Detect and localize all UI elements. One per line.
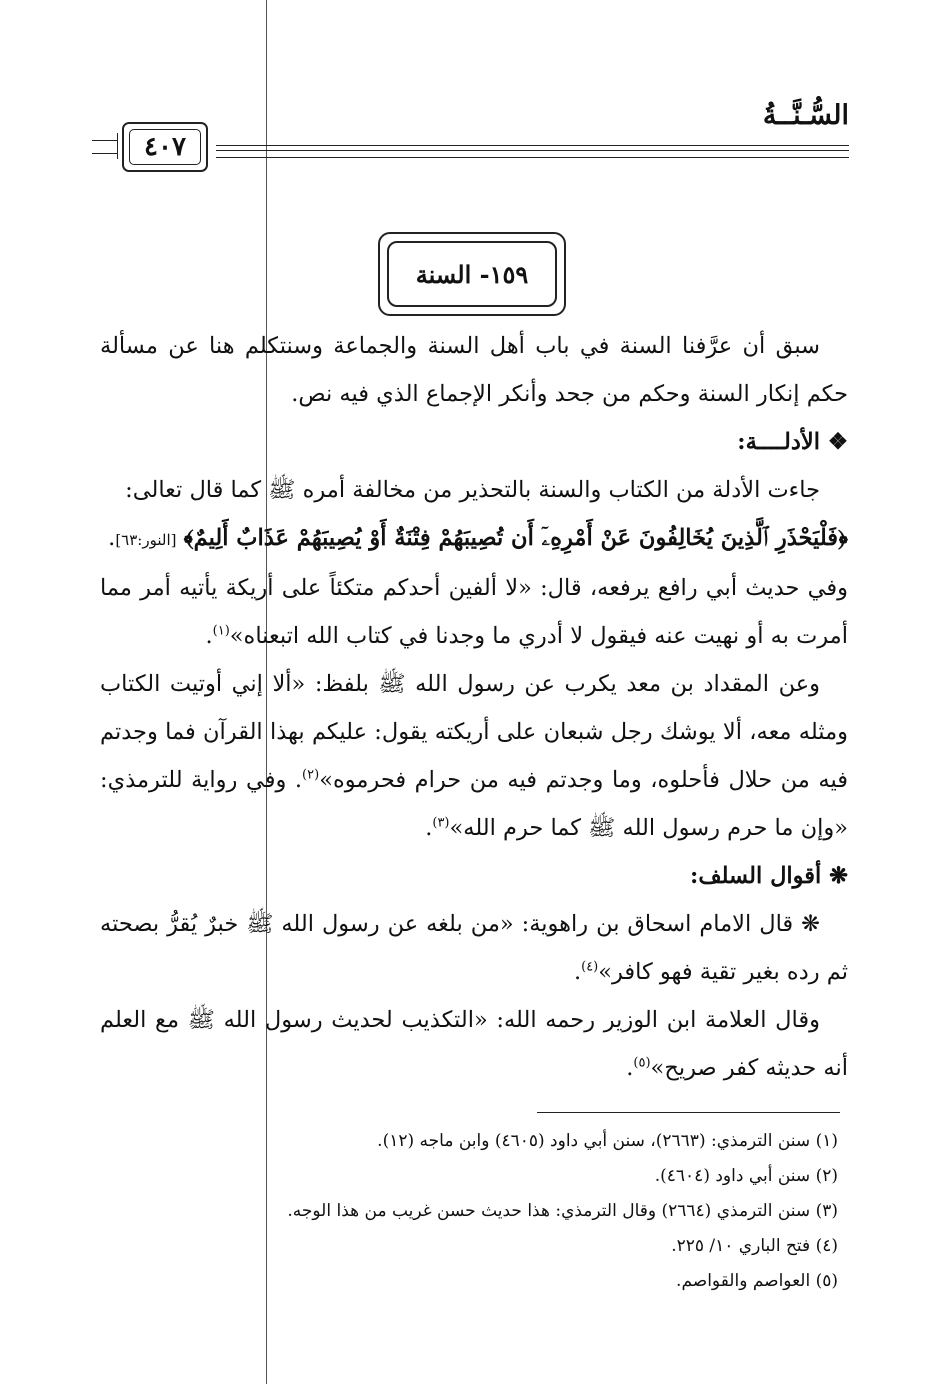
footnote-3: (٣) سنن الترمذي (٢٦٦٤) وقال الترمذي: هذا حديث حسن غريب من هذا الوجه. [287, 1201, 838, 1221]
verse-reference: [النور:٦٣] [115, 531, 177, 549]
page-number-frame [122, 122, 208, 172]
hadith-text: وفي حديث أبي رافع يرفعه، قال: «لا ألفين أحدكم متكئاً على أريكة يأتيه أمر مما أمرت به أو نهيت عنه فيقول لا أدري ما وجدنا في كتاب الله اتبعناه» [100, 575, 848, 649]
footnotes [100, 1124, 838, 1299]
page-number: ٤٠٧ [129, 129, 201, 165]
footnote-separator [537, 1112, 840, 1113]
quote-text: ❋ قال الامام اسحاق بن راهوية: «من بلغه عن رسول الله ﷺ خبرٌ يُقرُّ بصحته ثم رده بغير تقية فهو كافر» [100, 911, 848, 985]
quote-ishaq: ❋ قال الامام اسحاق بن راهوية: «من بلغه عن رسول الله ﷺ خبرٌ يُقرُّ بصحته ثم رده بغير تقية فهو كافر»$^{(٤)}$. [100, 911, 848, 985]
running-title: السُّـنَّــةُ [762, 100, 849, 131]
footnote-ref: (٤) [581, 959, 599, 975]
hadith-text: وعن المقداد بن معد يكرب عن رسول الله ﷺ بلفظ: «ألا إني أوتيت الكتاب ومثله معه، ألا يوشك رجل شبعان على أريكته يقول: عليكم بهذا القرآن فما وجدتم فيه من حلال فأحلوه، وما وجدتم فيه من حرام فحرموه» [100, 671, 848, 793]
hadith-miqdad: وعن المقداد بن معد يكرب عن رسول الله ﷺ بلفظ: «ألا إني أوتيت الكتاب ومثله معه، ألا يوشك رجل شبعان على أريكته يقول: عليكم بهذا القرآن فما وجدتم فيه من حلال فأحلوه، وما وجدتم فيه من حرام فحرموه»$^{(٢)}$. وفي رواية للترمذي: «وإن ما حرم رسول الله ﷺ كما حرم الله»$^{(٣)}$. [100, 671, 848, 841]
footnote-1: (١) سنن الترمذي: (٢٦٦٣)، سنن أبي داود (٤٦٠٥) وابن ماجه (١٢). [377, 1131, 838, 1151]
footnote-5: (٥) العواصم والقواصم. [676, 1271, 838, 1291]
footnote-ref: (١) [212, 623, 230, 639]
hadith-tirmidhi-variant: وفي رواية للترمذي: «وإن ما حرم رسول الله ﷺ كما حرم الله» [100, 767, 848, 841]
quote-ibn-wazir: وقال العلامة ابن الوزير رحمه الله: «التكذيب لحديث رسول الله ﷺ مع العلم أنه حديثه كفر صريح»$^{(٥)}$. [100, 1007, 848, 1081]
quran-verse: ﴿فَلْيَحْذَرِ ٱلَّذِينَ يُخَالِفُونَ عَنْ أَمْرِهِۦٓ أَن تُصِيبَهُمْ فِتْنَةٌ أَوْ يُصِيبَهُمْ عَذَابٌ أَلِيمٌ﴾ [183, 525, 848, 551]
evidence-intro: جاءت الأدلة من الكتاب والسنة بالتحذير من مخالفة أمره ﷺ كما قال تعالى: [125, 477, 820, 503]
main-text [100, 322, 848, 1092]
footnote-ref: (٢) [302, 767, 320, 783]
footnote-ref: (٥) [633, 1055, 651, 1071]
salaf-heading: ❋ أقوال السلف: [690, 863, 848, 889]
footnote-4: (٤) فتح الباري ١٠/ ٢٢٥. [671, 1236, 838, 1256]
quran-verse-line: ﴿فَلْيَحْذَرِ ٱلَّذِينَ يُخَالِفُونَ عَنْ أَمْرِهِۦٓ أَن تُصِيبَهُمْ فِتْنَةٌ أَوْ يُصِيبَهُمْ عَذَابٌ أَلِيمٌ﴾ [النور:٦٣]. [108, 525, 848, 551]
section-title-frame [378, 232, 566, 316]
footnote-2: (٢) سنن أبي داود (٤٦٠٤). [654, 1166, 838, 1186]
header-rule [216, 145, 849, 158]
intro-paragraph: سبق أن عرَّفنا السنة في باب أهل السنة والجماعة وسنتكلم هنا عن مسألة حكم إنكار السنة وحكم من جحد وأنكر الإجماع الذي فيه نص. [100, 333, 848, 407]
section-title: ١٥٩- السنة [387, 241, 557, 307]
footnote-ref: (٣) [432, 815, 450, 831]
quote-text: وقال العلامة ابن الوزير رحمه الله: «التكذيب لحديث رسول الله ﷺ مع العلم أنه حديثه كفر صريح» [100, 1007, 848, 1081]
hadith-abu-rafi: وفي حديث أبي رافع يرفعه، قال: «لا ألفين أحدكم متكئاً على أريكة يأتيه أمر مما أمرت به أو نهيت عنه فيقول لا أدري ما وجدنا في كتاب الله اتبعناه»$^{(١)}$. [100, 575, 848, 649]
page-number-ornament [92, 140, 118, 154]
evidence-heading: ❖ الأدلــــة: [737, 429, 848, 455]
